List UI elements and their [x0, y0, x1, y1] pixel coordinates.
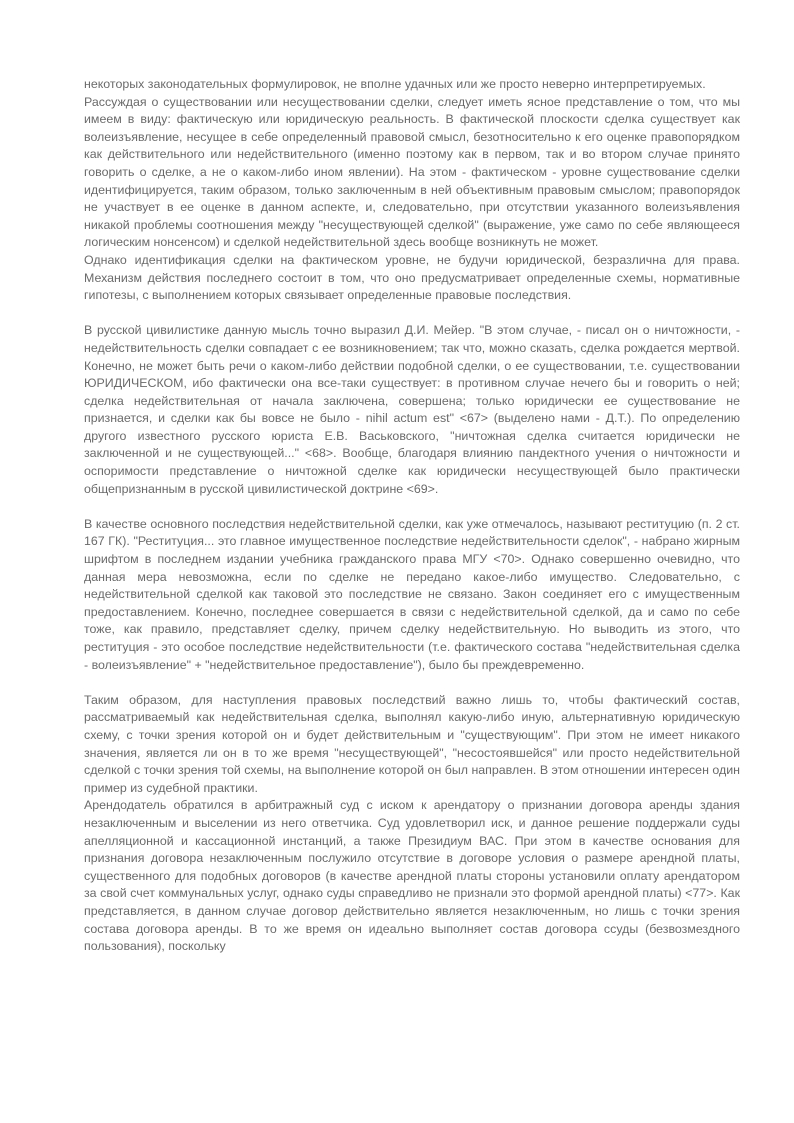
document-page [84, 76, 740, 956]
paragraph-6: Таким образом, для наступления правовых последствий важно лишь то, чтобы фактический состав, рассматриваемый как недействительная сделка, выполнял какую-либо иную, альтернативную юридическую схему, с точки зрения которой он и будет действительным и "существующим". При этом не имеет никакого значения, является ли он в то же время "несуществующей", "несостоявшейся" или просто недействительной сделкой с точки зрения той схемы, на выполнение которой он был направлен. В этом отношении интересен один пример из судебной практики. [84, 692, 740, 795]
paragraph-5: В качестве основного последствия недействительной сделки, как уже отмечалось, называют реституцию (п. 2 ст. 167 ГК). "Реституция... это главное имущественное последствие недействительности сделок", - набрано жирным шрифтом в последнем издании учебника гражданского права МГУ <70>. Однако совершенно очевидно, что данная мера невозможна, если по сделке не передано какое-либо имущество. Следовательно, с недействительной сделкой как таковой это последствие не связано. Закон соединяет его с имущественным предоставлением. Конечно, последнее совершается в связи с недействительной сделкой, да и само по себе тоже, как правило, представляет сделку, причем сделку недействительную. Но выводить из этого, что реституция - это особое последствие недействительности (т.е. фактического состава "недействительная сделка - волеизъявление" + "недействительное предоставление"), было бы преждевременно. [84, 516, 740, 672]
paragraph-2: Рассуждая о существовании или несуществовании сделки, следует иметь ясное представление о том, что мы имеем в виду: фактическую или юридическую реальность. В фактической плоскости сделка существует как волеизъявление, несущее в себе определенный правовой смысл, безотносительно к его оценке правопорядком как действительного или недействительного (именно поэтому как в первом, так и во втором случае принято говорить о сделке, а не о каком-либо ином явлении). На этом - фактическом - уровне существование сделки идентифицируется, таким образом, только заключенным в ней объективным правовым смыслом; правопорядок не участвует в ее оценке в данном аспекте, и, следовательно, при отсутствии указанного волеизъявления никакой проблемы соотношения между "несуществующей сделкой" (выражение, уже само по себе являющееся логическим нонсенсом) и сделкой недействительной здесь вообще возникнуть не может. [84, 94, 740, 250]
paragraph-1: некоторых законодательных формулировок, не вполне удачных или же просто неверно интерпретируемых. [84, 77, 706, 91]
paragraph-4: В русской цивилистике данную мысль точно выразил Д.И. Мейер. "В этом случае, - писал он о ничтожности, - недействительность сделки совпадает с ее возникновением; так что, можно сказать, сделка рождается мертвой. Конечно, не может быть речи о каком-либо действии подобной сделки, о ее существовании, т.е. существовании ЮРИДИЧЕСКОМ, ибо фактически она все-таки существует: в противном случае нечего бы и говорить о ней; сделка недействительная от начала заключена, совершена; только юридически ее существование не признается, и сделки как бы вовсе не было - nihil actum est" <67> (выделено нами - Д.Т.). По определению другого известного русского юриста Е.В. Васьковского, "ничтожная сделка считается юридически не заключенной и не существующей..." <68>. Вообще, благодаря влиянию пандектного учения о ничтожности и оспоримости представление о ничтожной сделке как юридически несуществующей было практически общепризнанным в русской цивилистической доктрине <69>. [84, 323, 740, 496]
paragraph-3: Однако идентификация сделки на фактическом уровне, не будучи юридической, безразлична для права. Механизм действия последнего состоит в том, что оно предусматривает определенные схемы, нормативные гипотезы, с выполнением которых связывает определенные правовые последствия. [84, 252, 740, 303]
paragraph-7: Арендодатель обратился в арбитражный суд с иском к арендатору о признании договора аренды здания незаключенным и выселении из него ответчика. Суд удовлетворил иск, и данное решение поддержали суды апелляционной и кассационной инстанций, а также Президиум ВАС. При этом в качестве основания для признания договора незаключенным послужило отсутствие в договоре условия о размере арендной платы, существенного для подобных договоров (в качестве арендной платы стороны установили оплату арендатором за свой счет коммунальных услуг, однако суды справедливо не признали это формой арендной платы) <77>. Как представляется, в данном случае договор действительно является незаключенным, но лишь с точки зрения состава договора аренды. В то же время он идеально выполняет состав договора ссуды (безвозмездного пользования), поскольку [84, 798, 740, 954]
